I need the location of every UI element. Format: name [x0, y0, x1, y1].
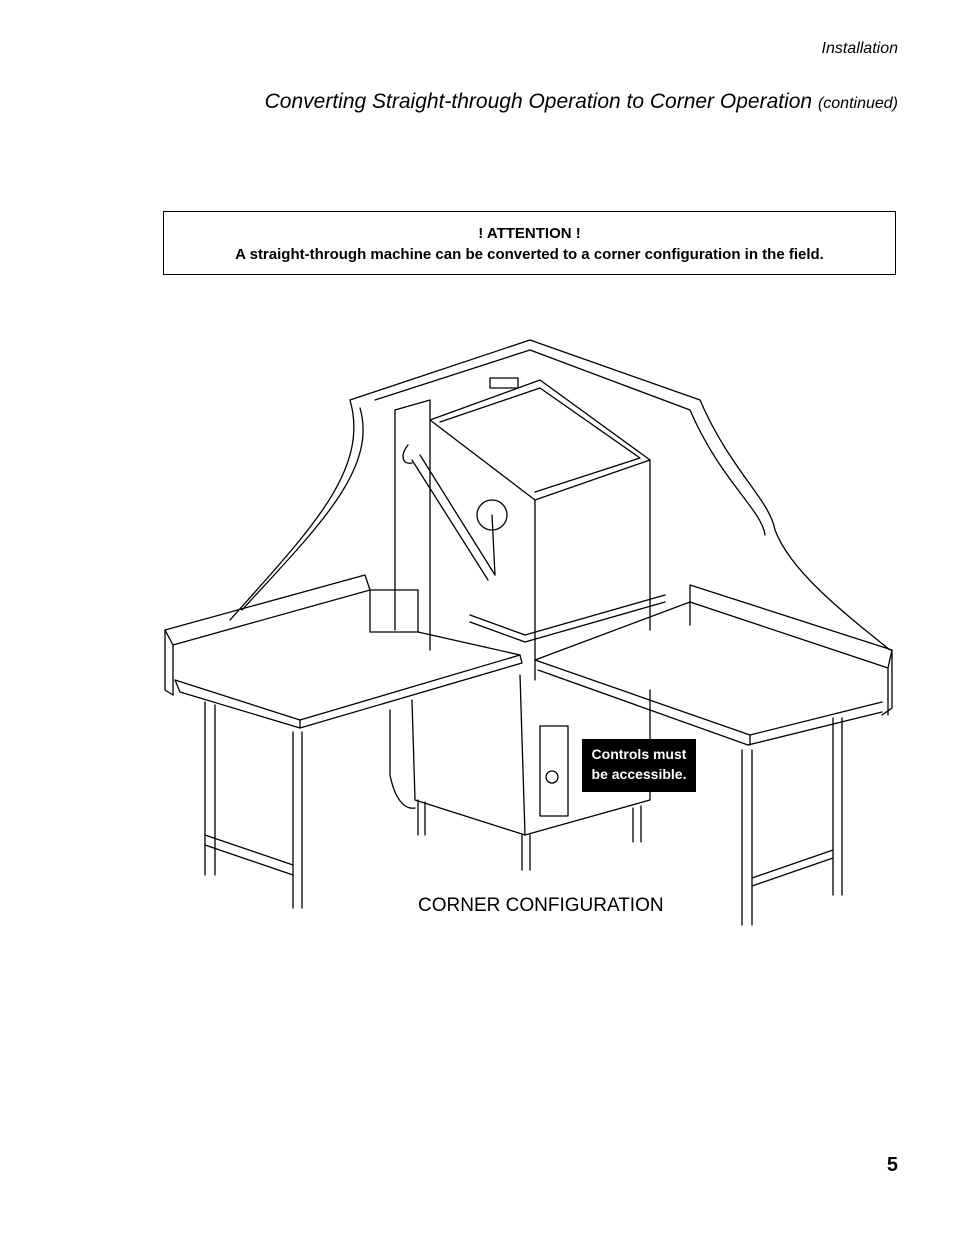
- attention-message: A straight-through machine can be converted to a corner configuration in the field.: [235, 246, 824, 263]
- attention-title: ! ATTENTION !: [478, 225, 581, 242]
- corner-configuration-illustration: [150, 330, 910, 950]
- page-number: 5: [886, 1154, 898, 1176]
- callout-line-1: Controls must: [591, 746, 687, 762]
- title-text: Converting Straight-through Operation to Corner Operation: [264, 90, 813, 113]
- controls-callout: [582, 739, 696, 792]
- figure-caption: CORNER CONFIGURATION: [418, 895, 664, 916]
- attention-box: [163, 211, 896, 275]
- page-title: [265, 90, 898, 114]
- section-header: Installation: [821, 40, 898, 57]
- title-continued: (continued): [817, 95, 898, 112]
- callout-line-2: be accessible.: [591, 766, 687, 782]
- dishwasher-line-drawing: [150, 330, 910, 950]
